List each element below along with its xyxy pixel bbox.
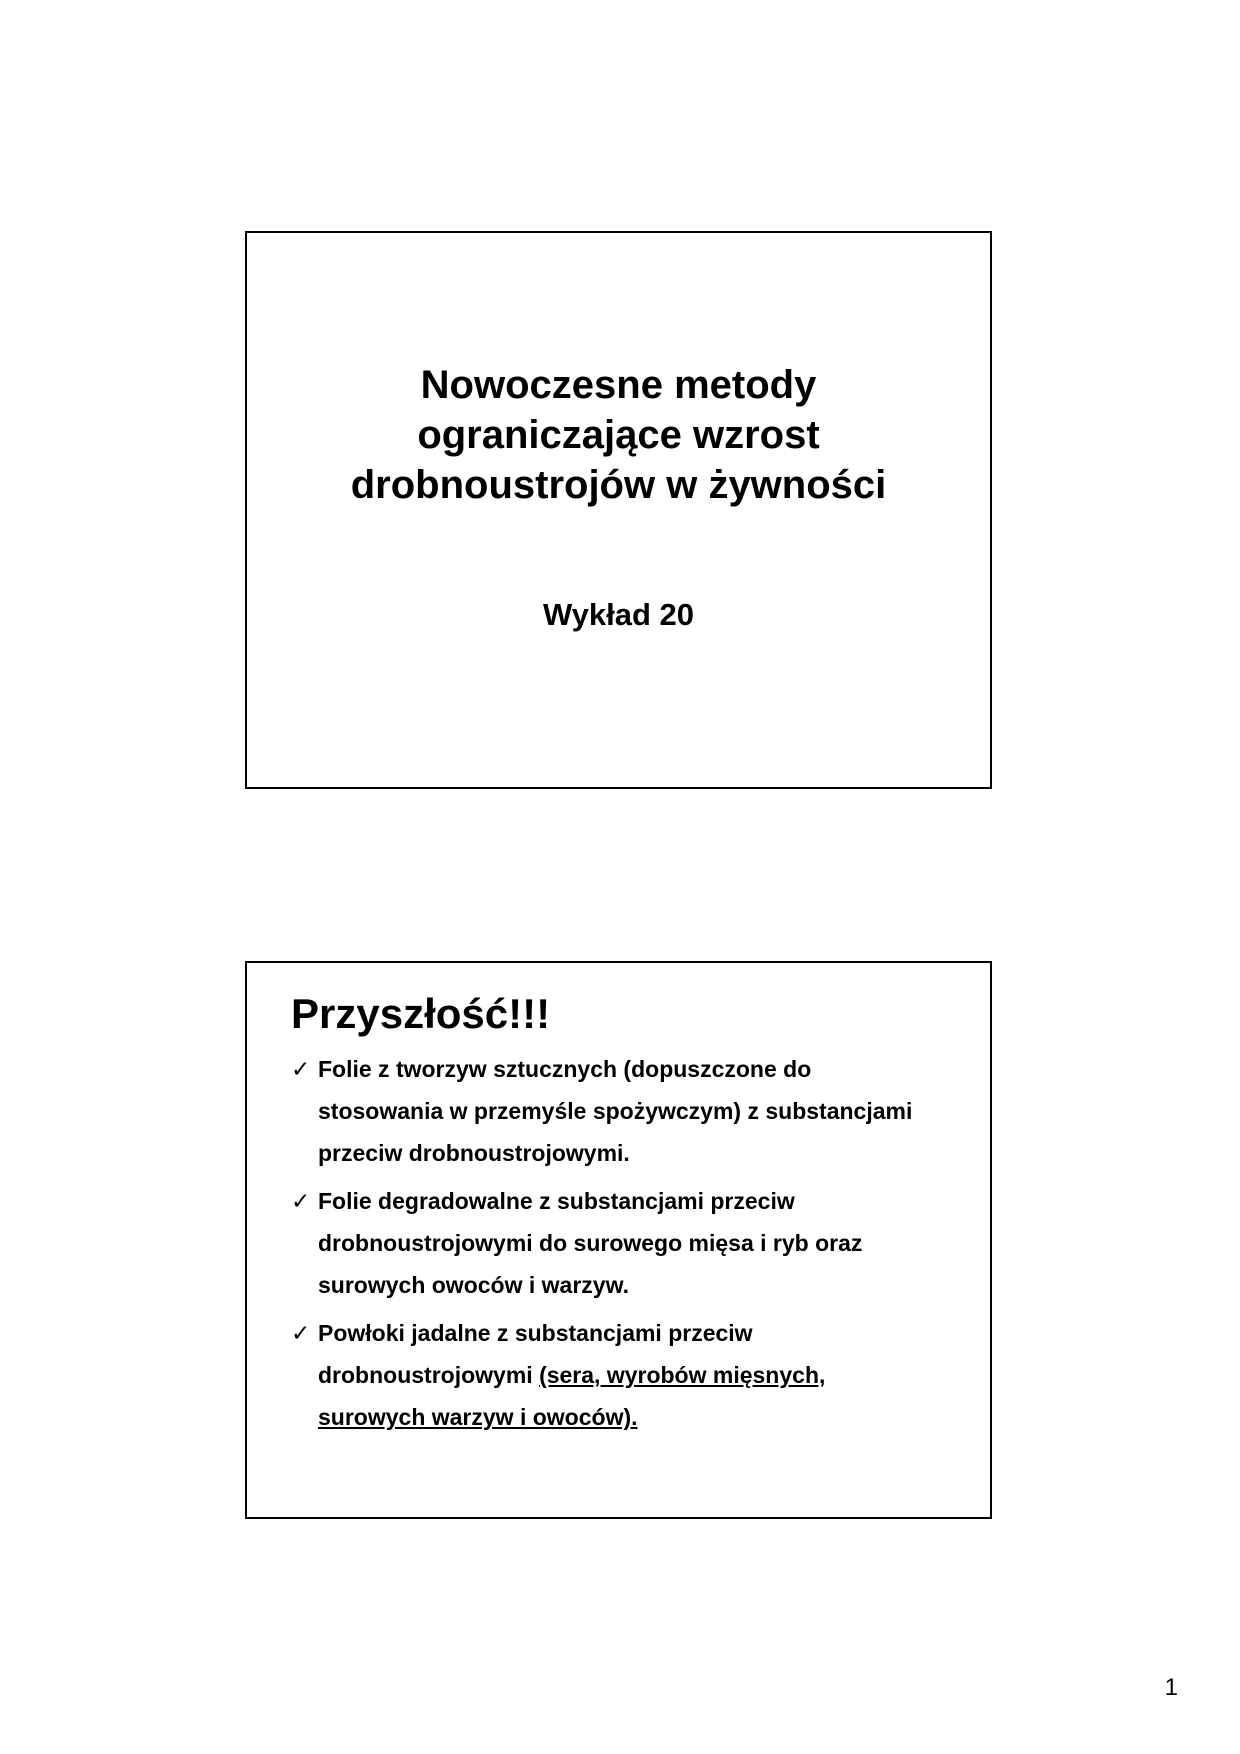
slide-title-heading xyxy=(247,360,990,510)
bullet-text-underlined: surowych warzyw i owoców). xyxy=(318,1404,638,1430)
checkmark-icon: ✓ xyxy=(291,1188,311,1214)
bullet-text-underlined: (sera, wyrobów mięsnych, xyxy=(539,1362,826,1388)
list-item xyxy=(291,1312,971,1438)
title-line-1: Nowoczesne metody xyxy=(420,363,817,407)
bullet-list xyxy=(291,1048,971,1444)
list-item xyxy=(291,1180,971,1306)
bullet-text-line: stosowania w przemyśle spożywczym) z substancjami xyxy=(318,1098,913,1124)
bullet-text-line: przeciw drobnoustrojowymi. xyxy=(318,1140,630,1166)
slide-heading: Przyszłość!!! xyxy=(291,990,551,1037)
title-line-3: drobnoustrojów w żywności xyxy=(350,463,887,507)
bullet-text-line: surowych owoców i warzyw. xyxy=(318,1272,629,1298)
bullet-text-line: Folie z tworzyw sztucznych (dopuszczone do xyxy=(318,1056,812,1082)
checkmark-icon: ✓ xyxy=(291,1320,311,1346)
bullet-text-line: drobnoustrojowymi do surowego mięsa i ryb oraz xyxy=(318,1230,863,1256)
list-item xyxy=(291,1048,971,1174)
slide-future xyxy=(245,961,992,1519)
slide-title xyxy=(245,231,992,789)
bullet-text-plain: drobnoustrojowymi xyxy=(318,1362,540,1388)
bullet-text-line: Folie degradowalne z substancjami przeciw xyxy=(318,1188,795,1214)
bullet-text-line xyxy=(318,1354,971,1396)
page-number: 1 xyxy=(1164,1674,1178,1701)
checkmark-icon: ✓ xyxy=(291,1056,311,1082)
bullet-text-line: Powłoki jadalne z substancjami przeciw xyxy=(318,1320,753,1346)
title-line-2: ograniczające wzrost xyxy=(417,413,820,457)
lecture-number: Wykład 20 xyxy=(542,597,695,632)
